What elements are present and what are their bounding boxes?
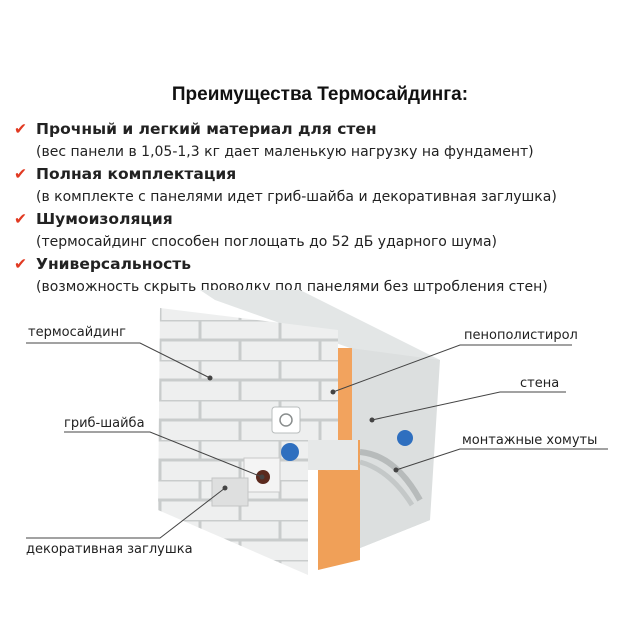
benefit-heading: Универсальность <box>36 255 192 273</box>
label-mushroom-washer: гриб-шайба <box>64 416 145 431</box>
check-icon: ✔ <box>14 165 27 183</box>
label-polystyrene: пенополистирол <box>464 328 578 343</box>
benefit-description: (термосайдинг способен поглощать до 52 дБ ударного шума) <box>36 234 498 250</box>
socket <box>272 407 300 433</box>
benefit-description: (возможность скрыть проводку под панелями без штробления стен) <box>36 279 548 295</box>
siding-panel-edge <box>308 440 358 470</box>
benefit-description: (в комплекте с панелями идет гриб-шайба и декоративная заглушка) <box>36 189 557 205</box>
page-title: Преимущества Термосайдинга: <box>171 84 469 105</box>
benefit-heading: Шумоизоляция <box>36 210 173 228</box>
check-icon: ✔ <box>14 210 27 228</box>
label-clamps: монтажные хомуты <box>462 433 598 448</box>
label-decorative-plug: декоративная заглушка <box>26 542 193 557</box>
check-icon: ✔ <box>14 255 27 273</box>
decorative-plug <box>212 478 248 506</box>
junction-box <box>397 430 413 446</box>
junction-box <box>281 443 299 461</box>
benefit-heading: Прочный и легкий материал для стен <box>36 120 377 138</box>
benefit-heading: Полная комплектация <box>36 165 237 183</box>
label-thermosiding: термосайдинг <box>28 325 126 340</box>
benefit-description: (вес панели в 1,05-1,3 кг дает маленькую нагрузку на фундамент) <box>36 144 534 160</box>
label-wall: стена <box>520 376 560 391</box>
check-icon: ✔ <box>14 120 27 138</box>
